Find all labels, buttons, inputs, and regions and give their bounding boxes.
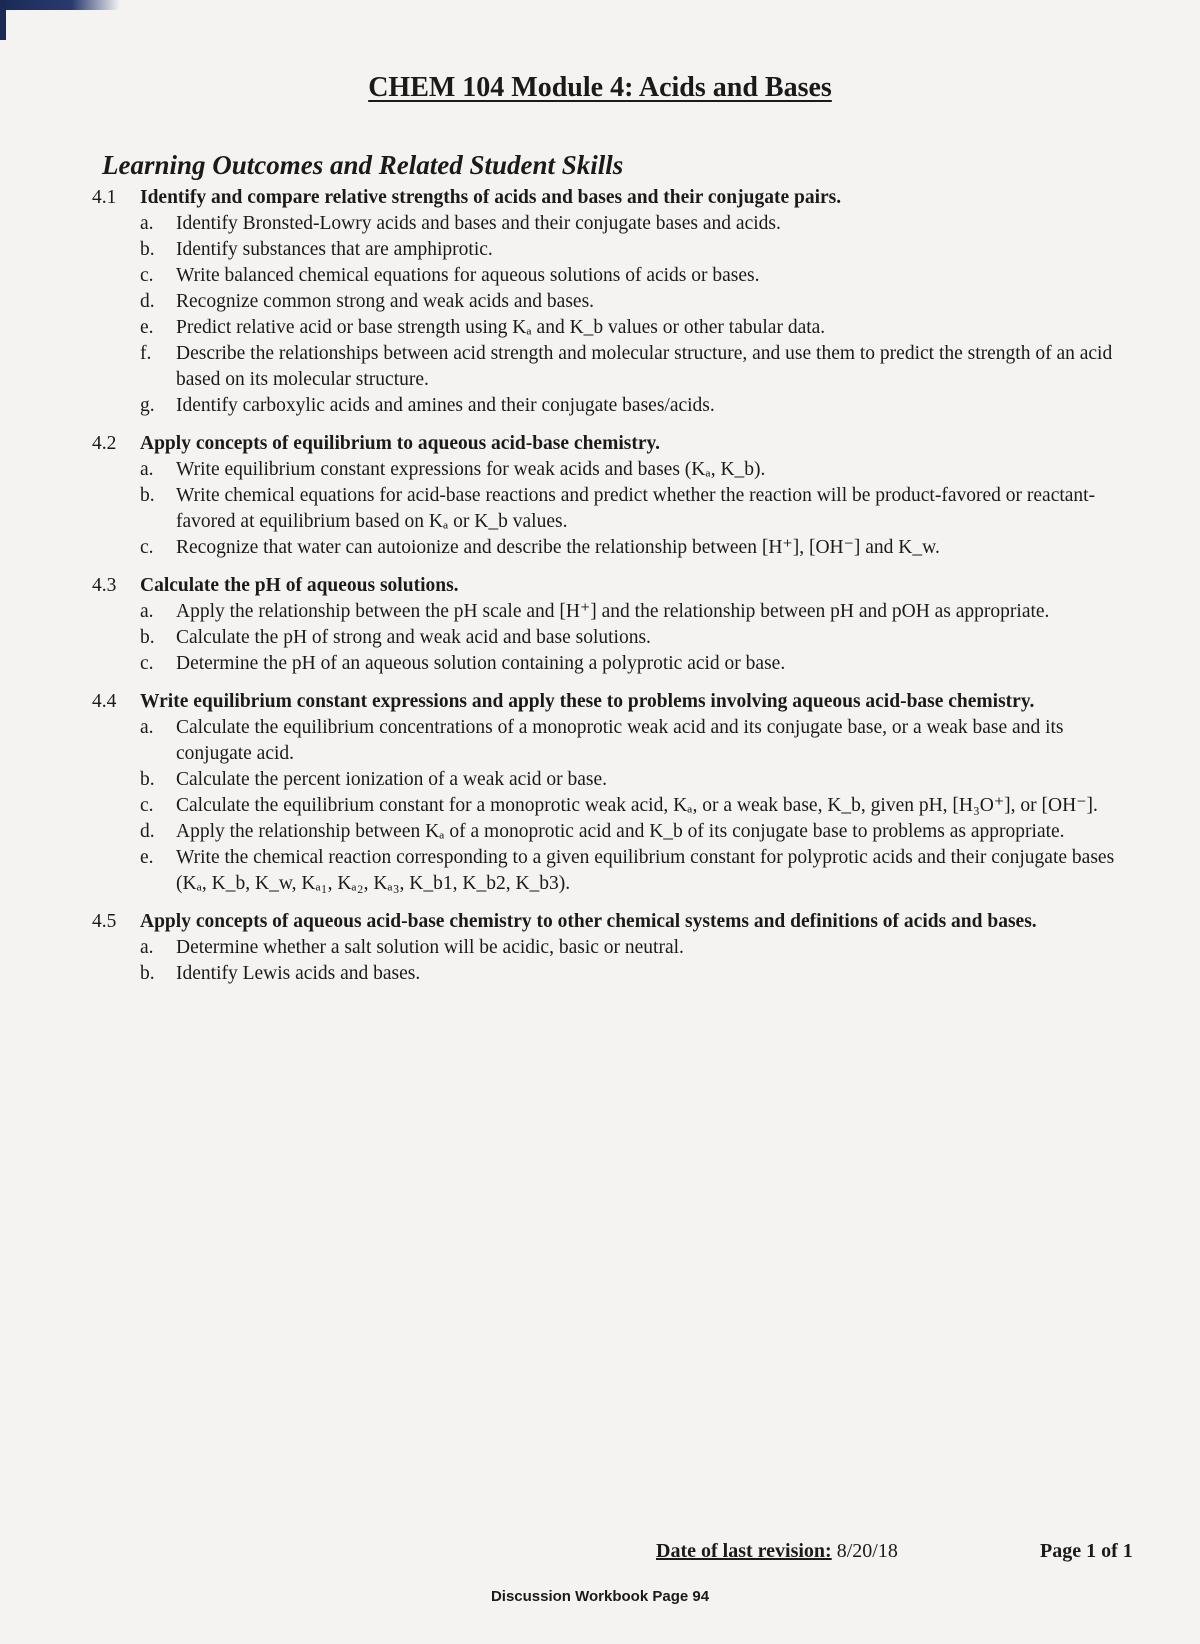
skill-text: Determine the pH of an aqueous solution containing a polyprotic acid or base. bbox=[176, 653, 786, 674]
skill-letter: a. bbox=[140, 459, 154, 480]
outcome-number: 4.2 bbox=[92, 433, 117, 454]
outcome-heading bbox=[92, 573, 1132, 599]
skill-text: Identify Bronsted-Lowry acids and bases and their conjugate bases and acids. bbox=[176, 213, 781, 234]
skill-letter: g. bbox=[140, 395, 155, 416]
skill-letter: c. bbox=[140, 795, 154, 816]
skill-letter: a. bbox=[140, 213, 154, 234]
outcome-title: Write equilibrium constant expressions and apply these to problems involving aqueous acid-base chemistry. bbox=[140, 691, 1035, 712]
outcome-title: Calculate the pH of aqueous solutions. bbox=[140, 575, 459, 596]
list-item bbox=[140, 625, 1132, 651]
list-item bbox=[140, 211, 1132, 237]
skill-list bbox=[92, 599, 1132, 677]
list-item bbox=[140, 289, 1132, 315]
list-item bbox=[140, 457, 1132, 483]
list-item bbox=[140, 793, 1132, 819]
list-item bbox=[140, 845, 1132, 897]
skill-letter: b. bbox=[140, 485, 155, 506]
skill-letter: c. bbox=[140, 537, 154, 558]
outcome-heading bbox=[92, 909, 1132, 935]
outcome-title: Identify and compare relative strengths of acids and bases and their conjugate pairs. bbox=[140, 187, 842, 208]
binder-mark bbox=[0, 0, 120, 10]
outcome-4-4 bbox=[92, 689, 1132, 897]
skill-text: Describe the relationships between acid strength and molecular structure, and use them to predict the strength of an acid based on its molecular structure. bbox=[176, 343, 1113, 390]
skill-text: Calculate the pH of strong and weak acid and base solutions. bbox=[176, 627, 651, 648]
skill-text: Write equilibrium constant expressions for weak acids and bases (Kₐ, K_b). bbox=[176, 459, 766, 480]
workbook-page: Discussion Workbook Page 94 bbox=[490, 1588, 710, 1605]
skill-letter: b. bbox=[140, 963, 155, 984]
skill-text: Determine whether a salt solution will be acidic, basic or neutral. bbox=[176, 937, 684, 958]
list-item bbox=[140, 393, 1132, 419]
skill-list bbox=[92, 211, 1132, 419]
list-item bbox=[140, 483, 1132, 535]
skill-letter: e. bbox=[140, 317, 154, 338]
skill-text: Calculate the equilibrium constant for a monoprotic weak acid, Kₐ, or a weak base, K_b, given pH, [H₃O⁺], or [OH⁻]. bbox=[176, 795, 1098, 816]
list-item bbox=[140, 715, 1132, 767]
skill-text: Calculate the equilibrium concentrations of a monoprotic weak acid and its conjugate base, or a weak base and its conjugate acid. bbox=[176, 717, 1064, 764]
skill-list bbox=[92, 935, 1132, 987]
skill-text: Recognize common strong and weak acids and bases. bbox=[176, 291, 595, 312]
outcome-4-5 bbox=[92, 909, 1132, 987]
section-heading: Learning Outcomes and Related Student Skills bbox=[102, 150, 624, 180]
skill-text: Identify carboxylic acids and amines and their conjugate bases/acids. bbox=[176, 395, 715, 416]
outcome-4-2 bbox=[92, 431, 1132, 561]
outcome-heading bbox=[92, 431, 1132, 457]
skill-list bbox=[92, 457, 1132, 561]
outcome-number: 4.4 bbox=[92, 691, 117, 712]
revision-label: Date of last revision: bbox=[656, 1540, 832, 1562]
skill-text: Apply the relationship between Kₐ of a monoprotic acid and K_b of its conjugate base to problems as appropriate. bbox=[176, 821, 1065, 842]
skill-text: Write balanced chemical equations for aqueous solutions of acids or bases. bbox=[176, 265, 760, 286]
skill-text: Identify Lewis acids and bases. bbox=[176, 963, 421, 984]
outcome-number: 4.5 bbox=[92, 911, 117, 932]
skill-text: Predict relative acid or base strength using Kₐ and K_b values or other tabular data. bbox=[176, 317, 826, 338]
page-title: CHEM 104 Module 4: Acids and Bases bbox=[368, 72, 832, 103]
skill-letter: d. bbox=[140, 821, 155, 842]
revision-date: 8/20/18 bbox=[836, 1540, 898, 1562]
page-number: Page 1 of 1 bbox=[1040, 1540, 1133, 1562]
skill-letter: f. bbox=[140, 343, 152, 364]
skill-letter: a. bbox=[140, 937, 154, 958]
list-item bbox=[140, 535, 1132, 561]
list-item bbox=[140, 237, 1132, 263]
list-item bbox=[140, 767, 1132, 793]
skill-letter: d. bbox=[140, 291, 155, 312]
list-item bbox=[140, 935, 1132, 961]
list-item bbox=[140, 341, 1132, 393]
outcome-title: Apply concepts of aqueous acid-base chemistry to other chemical systems and definitions of acids and bases. bbox=[140, 911, 1037, 932]
list-item bbox=[140, 961, 1132, 987]
binder-mark-edge bbox=[0, 0, 6, 40]
skill-letter: b. bbox=[140, 627, 155, 648]
revision-info bbox=[656, 1540, 898, 1563]
skill-text: Write the chemical reaction corresponding to a given equilibrium constant for polyprotic acids and their conjugate bases (Kₐ, K_b, K_w, Kₐ₁, Kₐ₂, Kₐ₃, K_b1, K_b2, K_b3). bbox=[176, 847, 1115, 894]
list-item bbox=[140, 651, 1132, 677]
list-item bbox=[140, 315, 1132, 341]
list-item bbox=[140, 819, 1132, 845]
outcome-heading bbox=[92, 185, 1132, 211]
skill-letter: c. bbox=[140, 653, 154, 674]
skill-letter: b. bbox=[140, 769, 155, 790]
skill-text: Recognize that water can autoionize and describe the relationship between [H⁺], [OH⁻] and K_w. bbox=[176, 537, 940, 558]
skill-letter: a. bbox=[140, 717, 154, 738]
skill-letter: c. bbox=[140, 265, 154, 286]
outcome-number: 4.1 bbox=[92, 187, 117, 208]
skill-text: Apply the relationship between the pH scale and [H⁺] and the relationship between pH and pOH as appropriate. bbox=[176, 601, 1050, 622]
outcome-title: Apply concepts of equilibrium to aqueous acid-base chemistry. bbox=[140, 433, 661, 454]
skill-text: Write chemical equations for acid-base reactions and predict whether the reaction will be product-favored or reactant-favored at equilibrium based on Kₐ or K_b values. bbox=[176, 485, 1096, 532]
skill-letter: a. bbox=[140, 601, 154, 622]
outcomes-list bbox=[92, 185, 1132, 999]
outcome-heading bbox=[92, 689, 1132, 715]
list-item bbox=[140, 263, 1132, 289]
skill-letter: e. bbox=[140, 847, 154, 868]
skill-text: Calculate the percent ionization of a weak acid or base. bbox=[176, 769, 607, 790]
skill-letter: b. bbox=[140, 239, 155, 260]
list-item bbox=[140, 599, 1132, 625]
outcome-4-1 bbox=[92, 185, 1132, 419]
outcome-number: 4.3 bbox=[92, 575, 117, 596]
skill-list bbox=[92, 715, 1132, 897]
skill-text: Identify substances that are amphiprotic. bbox=[176, 239, 493, 260]
outcome-4-3 bbox=[92, 573, 1132, 677]
